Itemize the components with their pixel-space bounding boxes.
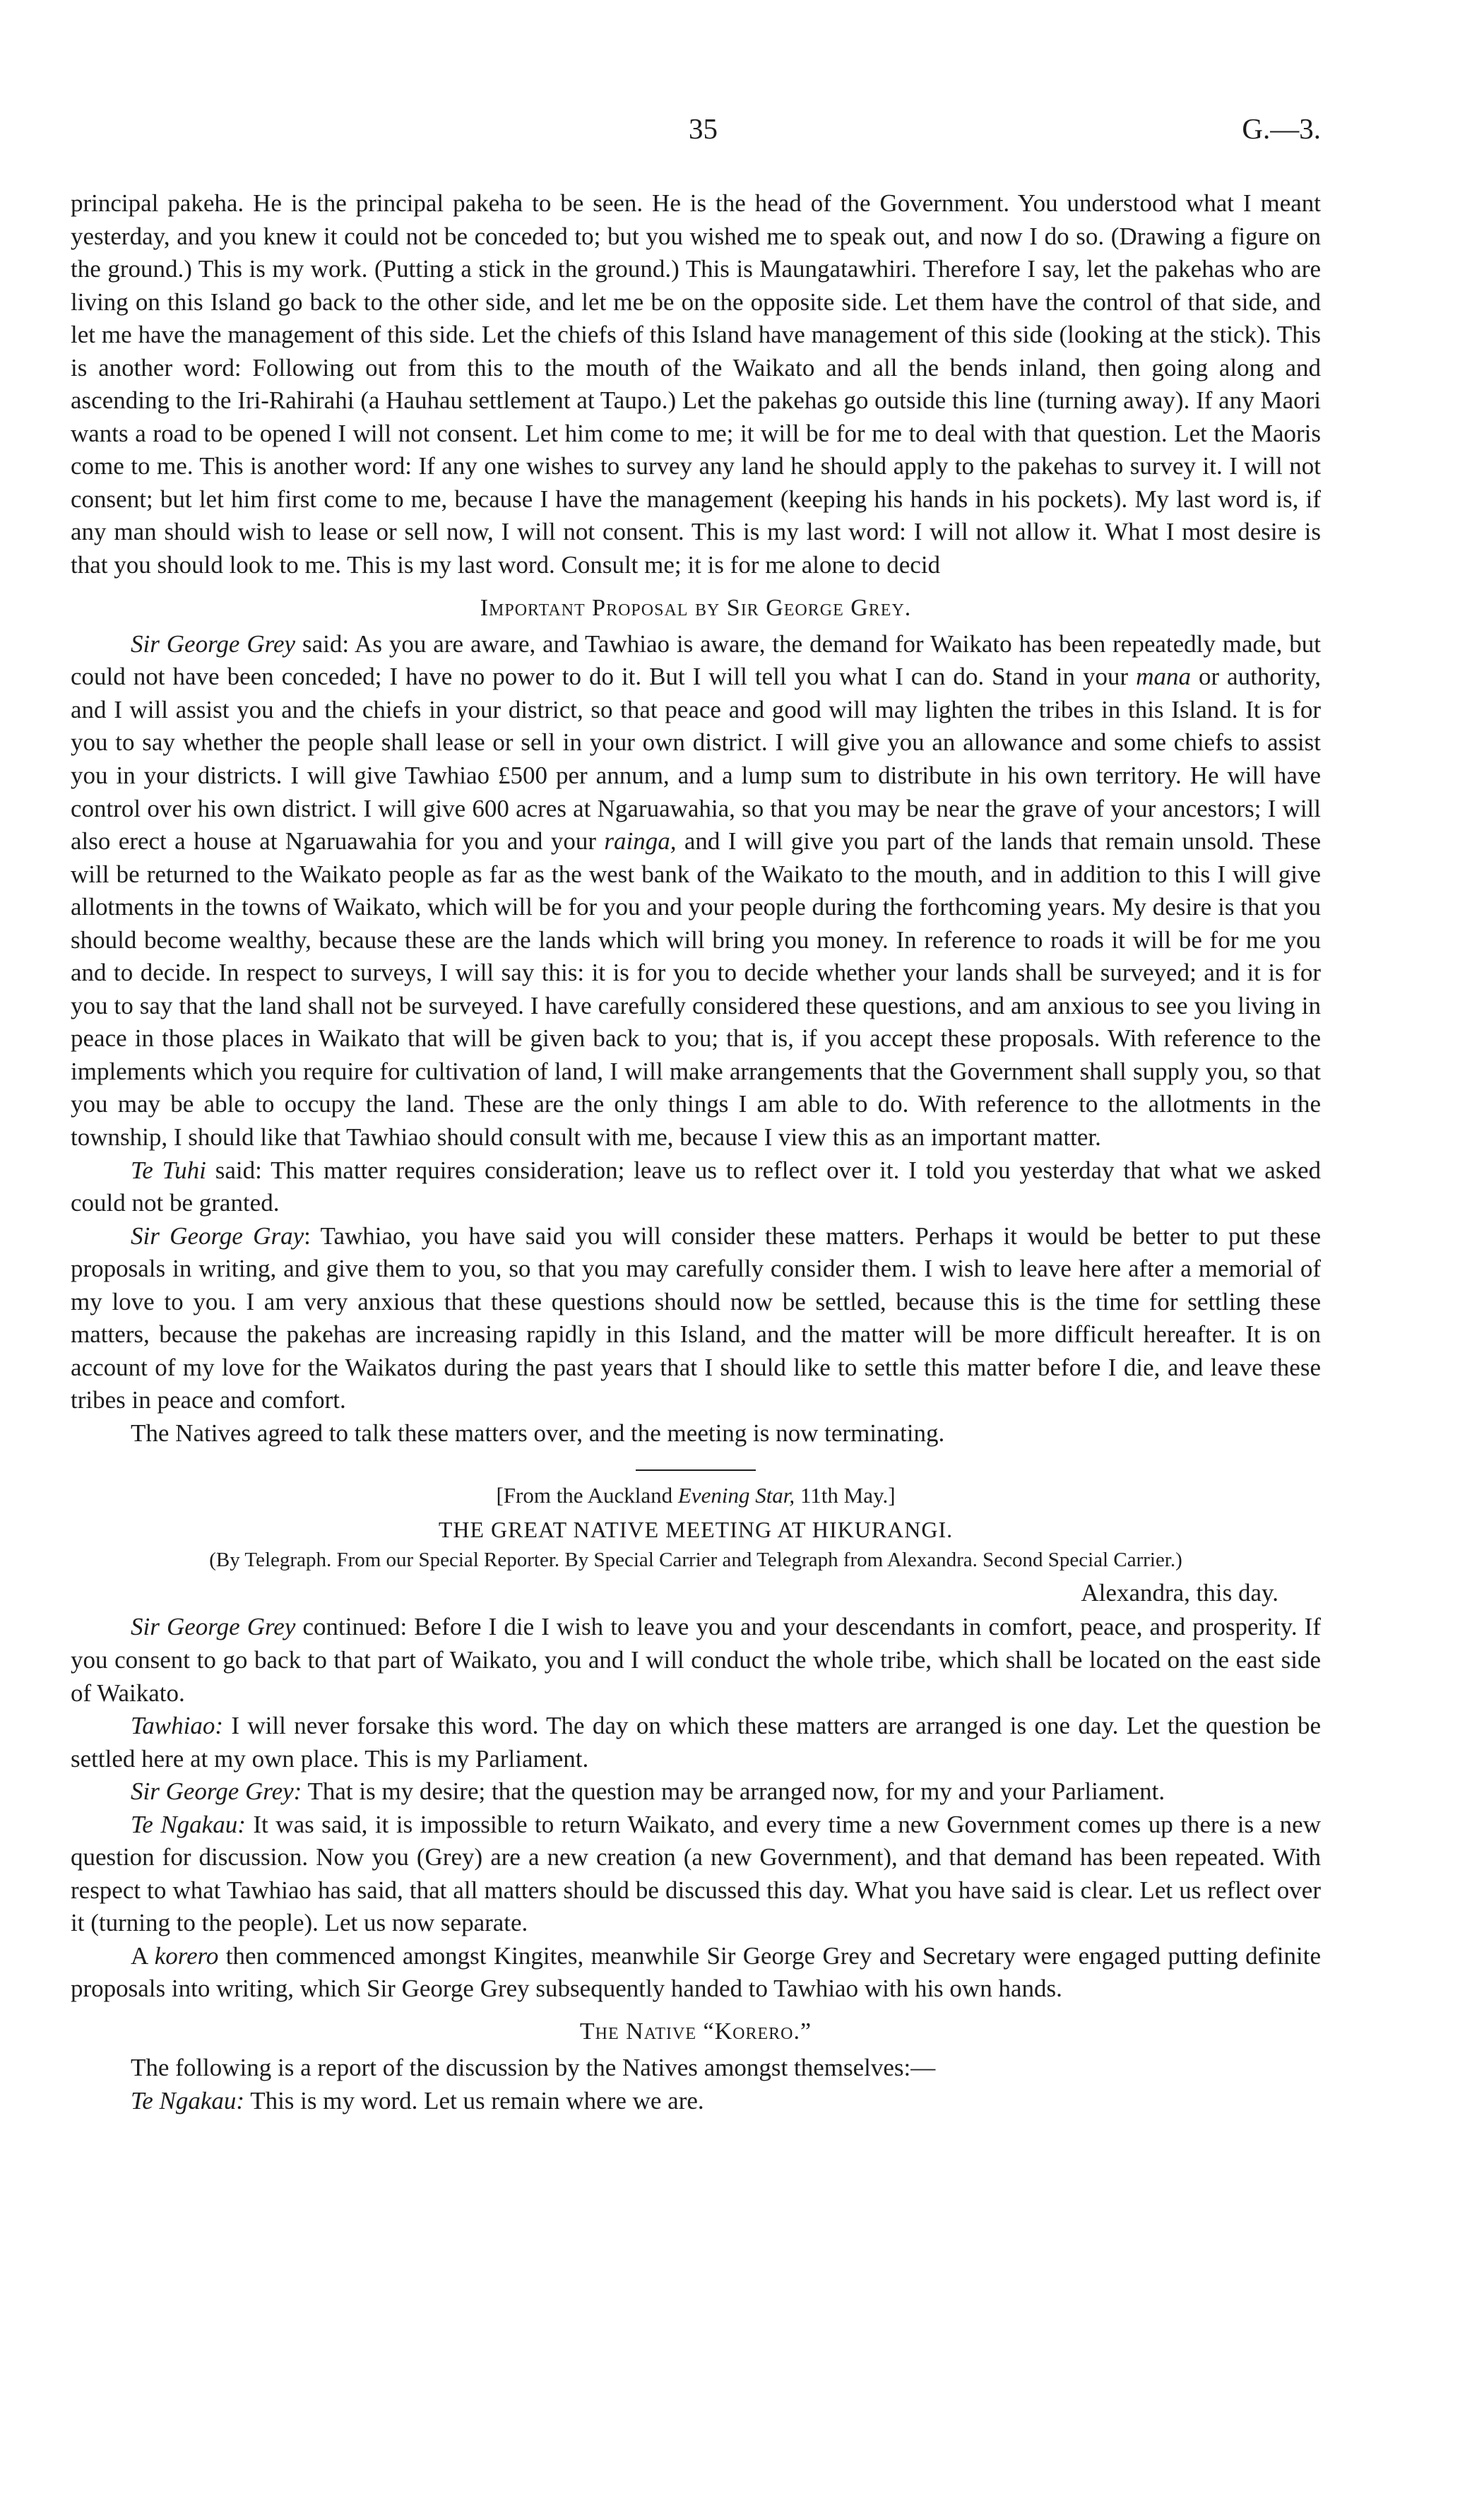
section-heading-proposal: Important Proposal by Sir George Grey. — [480, 594, 912, 621]
speaker-name: Sir George Grey — [131, 629, 296, 658]
paragraph-report-intro: The following is a report of the discussion by the Natives amongst themselves:— — [131, 2054, 936, 2082]
newspaper-title: Evening Star, — [677, 1483, 795, 1508]
paragraph-text: I will never forsake this word. The day on which these matters are arranged is one day. Let the question be settled here at my own place. This is my Parliament. — [71, 1712, 1321, 1773]
paragraph-text: It was said, it is impossible to return Waikato, and every time a new Government comes up there is a new question for discussion. Now you (Grey) are a new creation (a new Government), and that demand has been repeated. With respect to what Tawhiao has said, that all matters should be discussed this day. What you have said is clear. Let us reflect over it (turning to the people). Let us now separate. — [71, 1810, 1321, 1937]
page-number: 35 — [689, 112, 718, 145]
paragraph-te-tuhi — [71, 1154, 1321, 1220]
speaker-name: Te Tuhi — [131, 1156, 206, 1184]
section-heading-korero: The Native “Korero.” — [579, 2018, 812, 2045]
citation-text: 11th May.] — [795, 1483, 896, 1508]
paragraph-text: then commenced amongst Kingites, meanwhile Sir George Grey and Secretary were engaged putting definite proposals into writing, which Sir George Grey subsequently handed to Tawhiao with his own hands. — [71, 1941, 1321, 2003]
paragraph-text: : Tawhiao, you have said you will consider these matters. Perhaps it would be better to put these proposals in writing, and give them to you, so that you may carefully consider them. I wish to leave here after a memorial of my love to you. I am very anxious that these questions should now be settled, because this is the time for settling these matters, because the pakehas are increasing rapidly in this Island, and the matter will be more difficult hereafter. It is on account of my love for the Waikatos during the past years that I should like to settle this matter before I die, and leave these tribes in peace and comfort. — [71, 1221, 1321, 1414]
paragraph-te-ngakau-word — [71, 2085, 1321, 2118]
paragraph-text: continued: Before I die I wish to leave you and your descendants in comfort, peace, and prosperity. If you consent to go back to that part of Waikato, you and I will conduct the whole tribe, which shall be located on the east side of Waikato. — [71, 1613, 1321, 1707]
maori-term: korero — [154, 1941, 219, 1970]
paragraph-grey-desire — [71, 1775, 1321, 1809]
article-headline: THE GREAT NATIVE MEETING AT HIKURANGI. — [438, 1516, 954, 1542]
speaker-name: Sir George Gray — [131, 1221, 304, 1250]
paragraph-text: said: As you are aware, and Tawhiao is aware, the demand for Waikato has been repeatedly made, but could not have been conceded; I have no power to do it. But I will tell you what I can do. Stand in your — [71, 629, 1321, 691]
section-divider — [636, 1469, 756, 1471]
document-code: G.—3. — [1242, 112, 1321, 145]
page-header — [71, 110, 1321, 187]
maori-term: mana — [1136, 663, 1191, 691]
speaker-name: Tawhiao: — [131, 1712, 223, 1740]
document-page — [71, 110, 1321, 2117]
speaker-name: Te Ngakau: — [131, 2086, 245, 2114]
paragraph-text: This is my word. Let us remain where we are. — [244, 2086, 704, 2114]
speaker-name: Sir George Grey — [131, 1613, 296, 1641]
paragraph-korero — [71, 1940, 1321, 2006]
paragraph-grey-writing — [71, 1220, 1321, 1417]
paragraph-text: A — [131, 1941, 155, 1970]
paragraph-king-speech: principal pakeha. He is the principal pakeha to be seen. He is the head of the Government. You understood what I meant yesterday, and you knew it could not be conceded to; but you wished me to speak out, and now I do so. (Drawing a figure on the ground.) This is my work. (Putting a stick in the ground.) This is Maungatawhiri. Therefore I say, let the pakehas who are living on this Island go back to the other side, and let me be on the opposite side. Let them have the control of that side, and let me have the management of this side. Let the chiefs of this Island have management of this side (looking at the stick). This is another word: Following out from this to the mouth of the Waikato and all the bends inland, then going along and ascending to the Iri-Rahirahi (a Hauhau settlement at Taupo.) Let the pakehas go outside this line (turning away). If any Maori wants a road to be opened I will not consent. Let him come to me; it will be for me to deal with that question. Let the Maoris come to me. This is another word: If any one wishes to survey any land he should apply to the pakehas to survey it. I will not consent; but let him first come to me, because I have the management (keeping his hands in his pockets). My last word is, if any man should wish to lease or sell now, I will not consent. This is my last word: I will not allow it. What I most desire is that you should look to me. This is my last word. Consult me; it is for me alone to decid — [71, 189, 1321, 579]
paragraph-natives-agreed: The Natives agreed to talk these matters over, and the meeting is now terminating. — [131, 1419, 945, 1447]
article-byline: (By Telegraph. From our Special Reporter. By Special Carrier and Telegraph from Alexandra. Second Special Carrier.) — [209, 1549, 1182, 1572]
dateline: Alexandra, this day. — [1081, 1578, 1278, 1607]
paragraph-text: or authority, and I will assist you and the chiefs in your district, so that peace and good will may lighten the tribes in this Island. It is for you to say whether the people shall lease or sell in your own district. I will give you an allowance and some chiefs to assist you in your districts. I will give Tawhiao £500 per annum, and a lump sum to distribute in his own territory. He will have control over his own district. I will give 600 acres at Ngaruawahia, so that you may be near the grave of your ancestors; I will also erect a house at Ngaruawahia for you and your — [71, 663, 1322, 856]
paragraph-grey-proposal — [71, 628, 1321, 1154]
citation-text: [From the Auckland — [496, 1483, 678, 1508]
maori-term: rainga, — [604, 827, 677, 856]
speaker-name: Sir George Grey: — [131, 1777, 302, 1806]
source-citation — [71, 1481, 1321, 1510]
paragraph-text: said: This matter requires consideration; leave us to reflect over it. I told you yesterday that what we asked could not be granted. — [71, 1156, 1321, 1217]
paragraph-tawhiao — [71, 1710, 1321, 1775]
paragraph-grey-continued — [71, 1611, 1321, 1710]
paragraph-text: and I will give you part of the lands that remain unsold. These will be returned to the Waikato people as far as the west bank of the Waikato to the mouth, and in addition to this I will give allotments in the towns of Waikato, which will be for you and your people during the forthcoming years. My desire is that you should become wealthy, because these are the lands which will bring you money. In reference to roads it will be for me you and to decide. In respect to surveys, I will say this: it is for you to decide whether your lands shall be surveyed; and it is for you to say that the land shall not be surveyed. I have carefully considered these questions, and am anxious to see you living in peace in those places in Waikato that will be given back to you; that is, if you accept these proposals. With reference to the implements which you require for cultivation of land, I will make arrangements that the Government shall supply you, so that you may be able to occupy the land. These are the only things I am able to do. With reference to the allotments in the township, I should like that Tawhiao should consult with me, because I view this as an important matter. — [71, 827, 1321, 1151]
speaker-name: Te Ngakau: — [131, 1810, 246, 1838]
paragraph-text: That is my desire; that the question may be arranged now, for my and your Parliament. — [302, 1777, 1165, 1806]
paragraph-te-ngakau — [71, 1809, 1321, 1940]
